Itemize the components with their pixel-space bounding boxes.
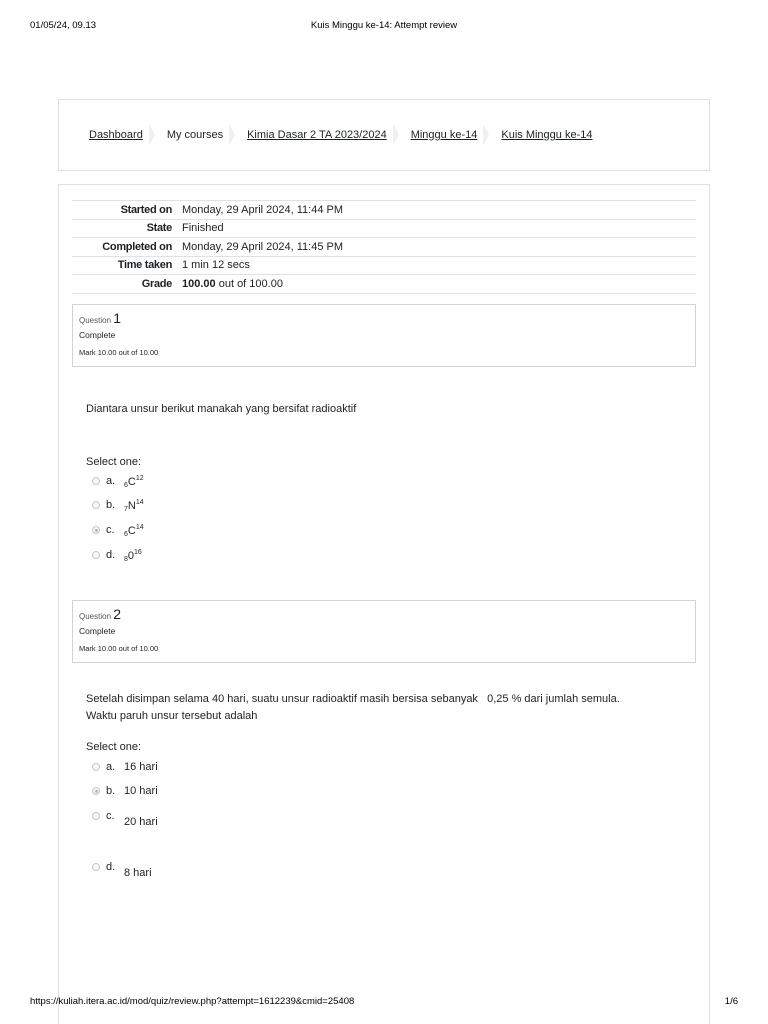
question-text [86, 691, 696, 725]
question-text-line: Waktu paruh unsur tersebut adalah [86, 710, 258, 722]
option-letter: c. [106, 524, 115, 536]
question-mark: Mark 10.00 out of 10.00 [79, 348, 159, 357]
summary-value: 1 min 12 secs [182, 256, 696, 275]
print-url: https://kuliah.itera.ac.id/mod/quiz/review.php?attempt=1612239&cmid=25408 [30, 996, 355, 1007]
breadcrumb-separator-icon [149, 124, 155, 146]
question-prefix: Question [79, 316, 112, 325]
breadcrumb-text-my-courses: My courses [166, 129, 224, 141]
atomic-number: 6 [124, 531, 128, 538]
answer-option[interactable] [92, 549, 142, 563]
option-value [124, 549, 142, 563]
summary-value: Monday, 29 April 2024, 11:45 PM [182, 238, 696, 257]
summary-row-state [72, 219, 696, 238]
print-page-number: 1/6 [724, 996, 738, 1007]
option-value: 20 hari [124, 816, 158, 828]
summary-row-completed [72, 238, 696, 257]
question-number [79, 606, 695, 622]
question-text-line: Setelah disimpan selama 40 hari, suatu unsur radioaktif masih bersisa sebanyak 0,25 % dari jumlah semula. [86, 693, 620, 705]
summary-label: Time taken [72, 256, 182, 275]
option-letter: d. [106, 549, 116, 561]
breadcrumb-item-quiz[interactable] [501, 129, 592, 141]
atomic-number: 7 [124, 506, 128, 513]
breadcrumb-item-my-courses [167, 124, 247, 146]
breadcrumb-link-week[interactable]: Minggu ke-14 [410, 129, 478, 141]
answer-option[interactable] [92, 475, 144, 489]
summary-label: Started on [72, 201, 182, 220]
breadcrumb-separator-icon [393, 124, 399, 146]
summary-row-grade [72, 275, 696, 294]
print-page-title: Kuis Minggu ke-14: Attempt review [310, 20, 458, 31]
option-value [124, 499, 144, 513]
radio-button[interactable] [92, 501, 100, 509]
question-info-box [72, 304, 696, 367]
breadcrumb-link-dashboard[interactable]: Dashboard [89, 129, 143, 141]
option-letter: b. [106, 499, 116, 511]
radio-button[interactable] [92, 551, 100, 559]
mass-number: 16 [134, 549, 142, 556]
question-mark: Mark 10.00 out of 10.00 [79, 644, 159, 653]
breadcrumb-link-course[interactable]: Kimia Dasar 2 TA 2023/2024 [247, 129, 387, 141]
radio-button[interactable] [92, 863, 100, 871]
option-letter: a. [106, 761, 116, 773]
breadcrumb-item-week[interactable] [411, 124, 502, 146]
grade-score: 100.00 [182, 277, 216, 290]
question-prefix: Question [79, 612, 112, 621]
answer-option-selected[interactable] [92, 785, 158, 797]
answer-option[interactable] [92, 861, 152, 879]
breadcrumb-item-dashboard[interactable] [89, 124, 167, 146]
option-letter: d. [106, 861, 116, 873]
summary-row-time [72, 256, 696, 275]
breadcrumb-separator-icon [229, 124, 235, 146]
option-letter: b. [106, 785, 116, 797]
option-value [124, 524, 144, 538]
option-value: 16 hari [124, 761, 158, 773]
radio-button-checked[interactable] [92, 526, 100, 534]
element-symbol: 0 [127, 550, 135, 562]
mass-number: 14 [135, 499, 144, 506]
summary-value: Finished [182, 219, 696, 238]
element-symbol: C [127, 525, 136, 537]
radio-button[interactable] [92, 763, 100, 771]
radio-button[interactable] [92, 812, 100, 820]
question-state: Complete [79, 330, 116, 340]
answer-option-selected[interactable] [92, 524, 144, 538]
attempt-summary-table [72, 200, 696, 294]
select-one-label: Select one: [86, 456, 142, 468]
summary-label: State [72, 219, 182, 238]
element-symbol: C [127, 476, 136, 488]
breadcrumb-link-quiz[interactable]: Kuis Minggu ke-14 [501, 129, 593, 141]
question-number [79, 310, 695, 326]
mass-number: 14 [135, 524, 144, 531]
grade-out-of: out of 100.00 [218, 277, 283, 290]
option-letter: c. [106, 810, 115, 822]
breadcrumb [58, 99, 710, 171]
breadcrumb-item-course[interactable] [247, 124, 411, 146]
question-info-box [72, 600, 696, 663]
element-symbol: N [127, 500, 136, 512]
mass-number: 12 [135, 475, 144, 482]
select-one-label: Select one: [86, 741, 142, 753]
atomic-number: 6 [124, 482, 128, 489]
option-value [124, 475, 144, 489]
radio-button-checked[interactable] [92, 787, 100, 795]
question-number-value: 1 [113, 310, 122, 326]
answer-option[interactable] [92, 761, 158, 773]
summary-value: Monday, 29 April 2024, 11:44 PM [182, 201, 696, 220]
summary-value [182, 275, 696, 294]
answer-option[interactable] [92, 499, 144, 513]
question-state: Complete [79, 626, 116, 636]
radio-button[interactable] [92, 477, 100, 485]
atomic-number: 8 [124, 556, 128, 563]
summary-row-started [72, 201, 696, 220]
question-text: Diantara unsur berikut manakah yang bersifat radioaktif [86, 403, 357, 415]
option-value: 10 hari [124, 785, 158, 797]
option-letter: a. [106, 475, 116, 487]
print-datetime: 01/05/24, 09.13 [30, 20, 97, 31]
option-value: 8 hari [124, 867, 152, 879]
breadcrumb-separator-icon [483, 124, 489, 146]
summary-label: Grade [72, 275, 182, 294]
answer-option[interactable] [92, 810, 158, 828]
summary-label: Completed on [72, 238, 182, 257]
question-number-value: 2 [113, 606, 122, 622]
